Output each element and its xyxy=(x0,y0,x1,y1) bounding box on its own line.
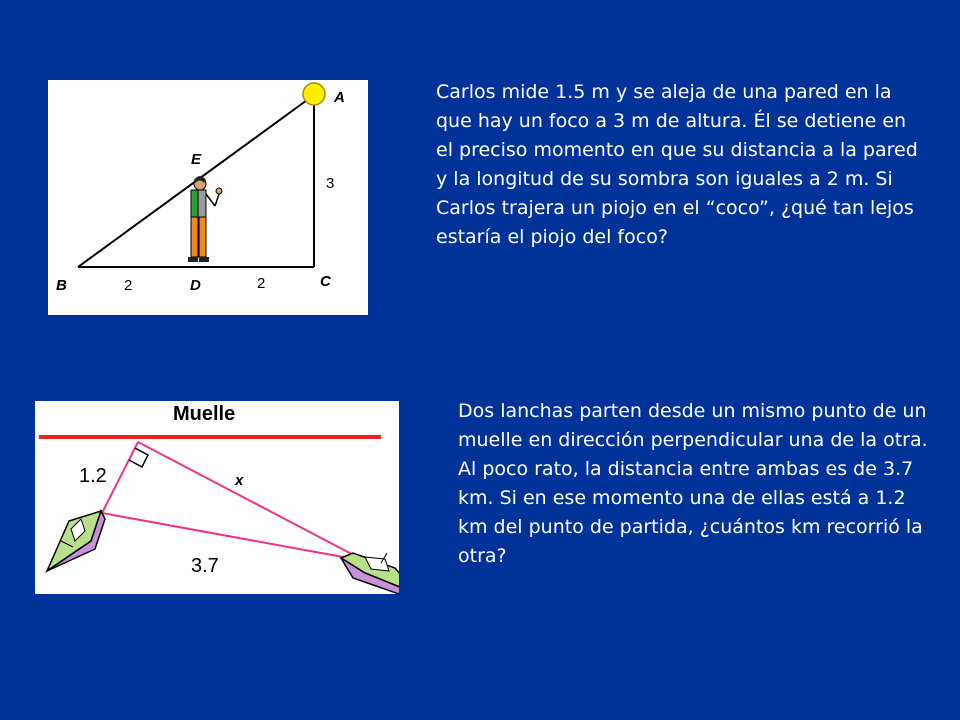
segment-hyp xyxy=(102,513,365,561)
dock-figure-panel xyxy=(35,401,399,594)
problem1-text: Carlos mide 1.5 m y se aleja de una pared en la que hay un foco a 3 m de altura. Él se detiene en el preciso momento en que su distancia a la pared y la longitud de su sombra son iguales a 2 m. Si Carlos trajera un piojo en el “coco”, ¿qué tan lejos estaría el piojo del foco? xyxy=(436,81,918,248)
label-BD: 2 xyxy=(124,277,133,294)
label-E: E xyxy=(191,151,202,168)
triangle-figure xyxy=(48,80,368,315)
segment-unknown xyxy=(138,442,365,561)
label-C: C xyxy=(320,273,331,290)
dock-figure xyxy=(35,401,399,594)
label-muelle: Muelle xyxy=(173,403,236,425)
label-short: 1.2 xyxy=(79,465,107,487)
label-A: A xyxy=(334,89,345,106)
label-D: D xyxy=(190,277,201,294)
bulb-icon xyxy=(303,83,325,105)
label-hyp: 3.7 xyxy=(191,555,219,577)
right-angle-mark xyxy=(129,448,148,467)
label-x: x xyxy=(235,472,244,489)
triangle-figure-panel xyxy=(48,80,368,315)
person-icon xyxy=(188,176,222,262)
segment-short xyxy=(102,442,138,513)
label-height: 3 xyxy=(326,175,335,192)
label-B: B xyxy=(56,277,67,294)
label-DC: 2 xyxy=(257,275,266,292)
boat-left-icon xyxy=(47,511,105,571)
boat-right-icon xyxy=(341,553,399,594)
problem2-text: Dos lanchas parten desde un mismo punto de un muelle en dirección perpendicular una de la otra. Al poco rato, la distancia entre ambas es de 3.7 km. Si en ese momento una de ellas está a 1.2 km del punto de partida, ¿cuántos km recorrió la otra? xyxy=(458,400,928,567)
